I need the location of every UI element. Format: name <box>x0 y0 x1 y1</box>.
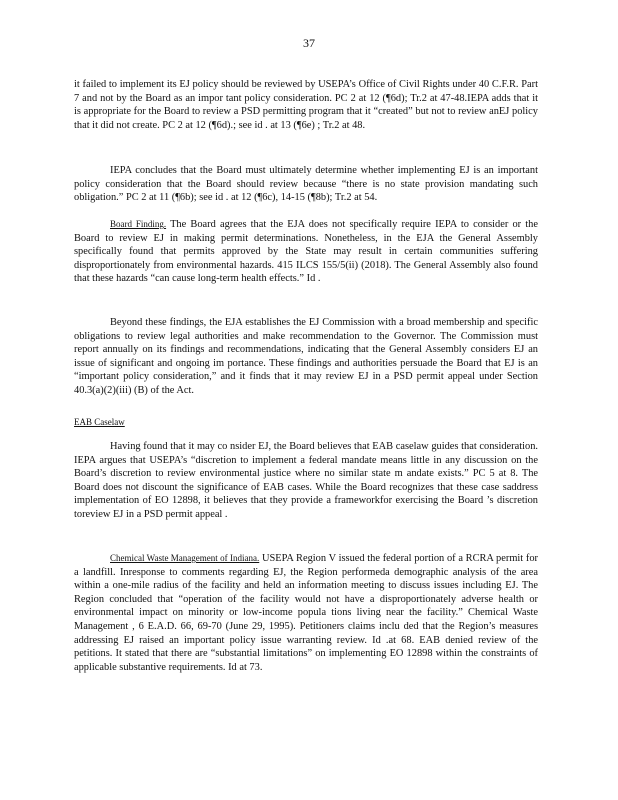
heading-chemical-waste: Chemical Waste Management of Indiana. <box>110 553 260 563</box>
paragraph-text <box>74 552 538 674</box>
paragraph-text: it failed to implement its EJ policy should be reviewed by USEPA’s Office of Civil Rights under 40 C.F.R. Part 7 and not by the Board as an impor tant policy consideration. PC 2 at 12 (¶6d); Tr.2 at 47-48.IEPA adds that it is appropriate for the Board to review a PSD permitting program that it “created” but not to review anEJ policy that it did not create. PC 2 at 12 (¶6d).; see id . at 13 (¶6e) ; Tr.2 at 48. <box>74 79 538 131</box>
paragraph-chemical-waste <box>74 552 538 674</box>
paragraph-text <box>74 218 538 286</box>
paragraph-2 <box>74 164 538 205</box>
paragraph-5 <box>74 440 538 522</box>
paragraph-board-finding <box>74 218 538 286</box>
paragraph-4 <box>74 316 538 398</box>
paragraph-text: IEPA concludes that the Board must ultimately determine whether implementing EJ is an important policy consideration that the Board should review because “there is no state provision mandating such obligation.” PC 2 at 11 (¶6b); see id . at 12 (¶6c), 14-15 (¶8b); Tr.2 at 54. <box>74 165 538 204</box>
section-heading: EAB Caselaw <box>74 417 125 427</box>
paragraph-body: USEPA Region V issued the federal portion of a RCRA permit for a landfill. Inresponse to comments regarding EJ, the Region performeda demographic analysis of the area within a one-mile radius of the facility and held an information meeting to discuss issues including EJ. The Region concluded that “operation of the facility would not have a disproportionately adverse health or environmental impact on minority or low-income popula tions living near the facility.” Chemical Waste Management , 6 E.A.D. 66, 69-70 (June 29, 1995). Petitioners claims inclu ded that the Region’s measures addressing EJ raised an important policy issue warranting review. Id .at 68. EAB denied review of the petitions. It stated that there are “substantial limitations” on implementing EO 12898 within the constraints of applicable substantive requirements. Id at 73. <box>74 553 539 673</box>
paragraph-body: The Board agrees that the EJA does not specifically require IEPA to consider or the Board to review EJ in making permit determinations. Nonetheless, in the EJA the General Assembly specifically found that permits approved by the State may result in certain communities suffering disproportionately from environmental hazards. 415 ILCS 155/5(ii) (2018). The General Assembly also found that these hazards “can cause long-term health effects.” Id . <box>74 219 538 285</box>
paragraph-1 <box>74 78 538 132</box>
section-heading-eab-caselaw <box>74 416 538 430</box>
page-number: 37 <box>303 36 315 50</box>
paragraph-text: Having found that it may co nsider EJ, the Board believes that EAB caselaw guides that consideration. IEPA argues that USEPA’s “discretion to implement a federal mandate means little in any discussion on the Board’s discretion to review environmental justice where no similar state m andate exists.” PC 5 at 8. The Board does not discount the significance of EAB cases. While the Board recognizes that these case saddress implementation of EO 12898, it believes that they provide a frameworkfor exercising the Board ’s discretion toreview EJ in a PSD permit appeal . <box>74 441 538 520</box>
heading-board-finding: Board Finding. <box>110 219 167 229</box>
paragraph-text: Beyond these findings, the EJA establishes the EJ Commission with a broad membership and specific obligations to review legal authorities and make recommendation to the Governor. The Commission must report annually on its findings and recommendations, indicating that the General Assembly considers EJ an issue of significant and ongoing im portance. These findings and authorities persuade the Board that EJ is an “important policy consideration,” and it finds that it may review EJ in a PSD permit appeal under Section 40.3(a)(2)(iii) (B) of the Act. <box>74 317 538 396</box>
